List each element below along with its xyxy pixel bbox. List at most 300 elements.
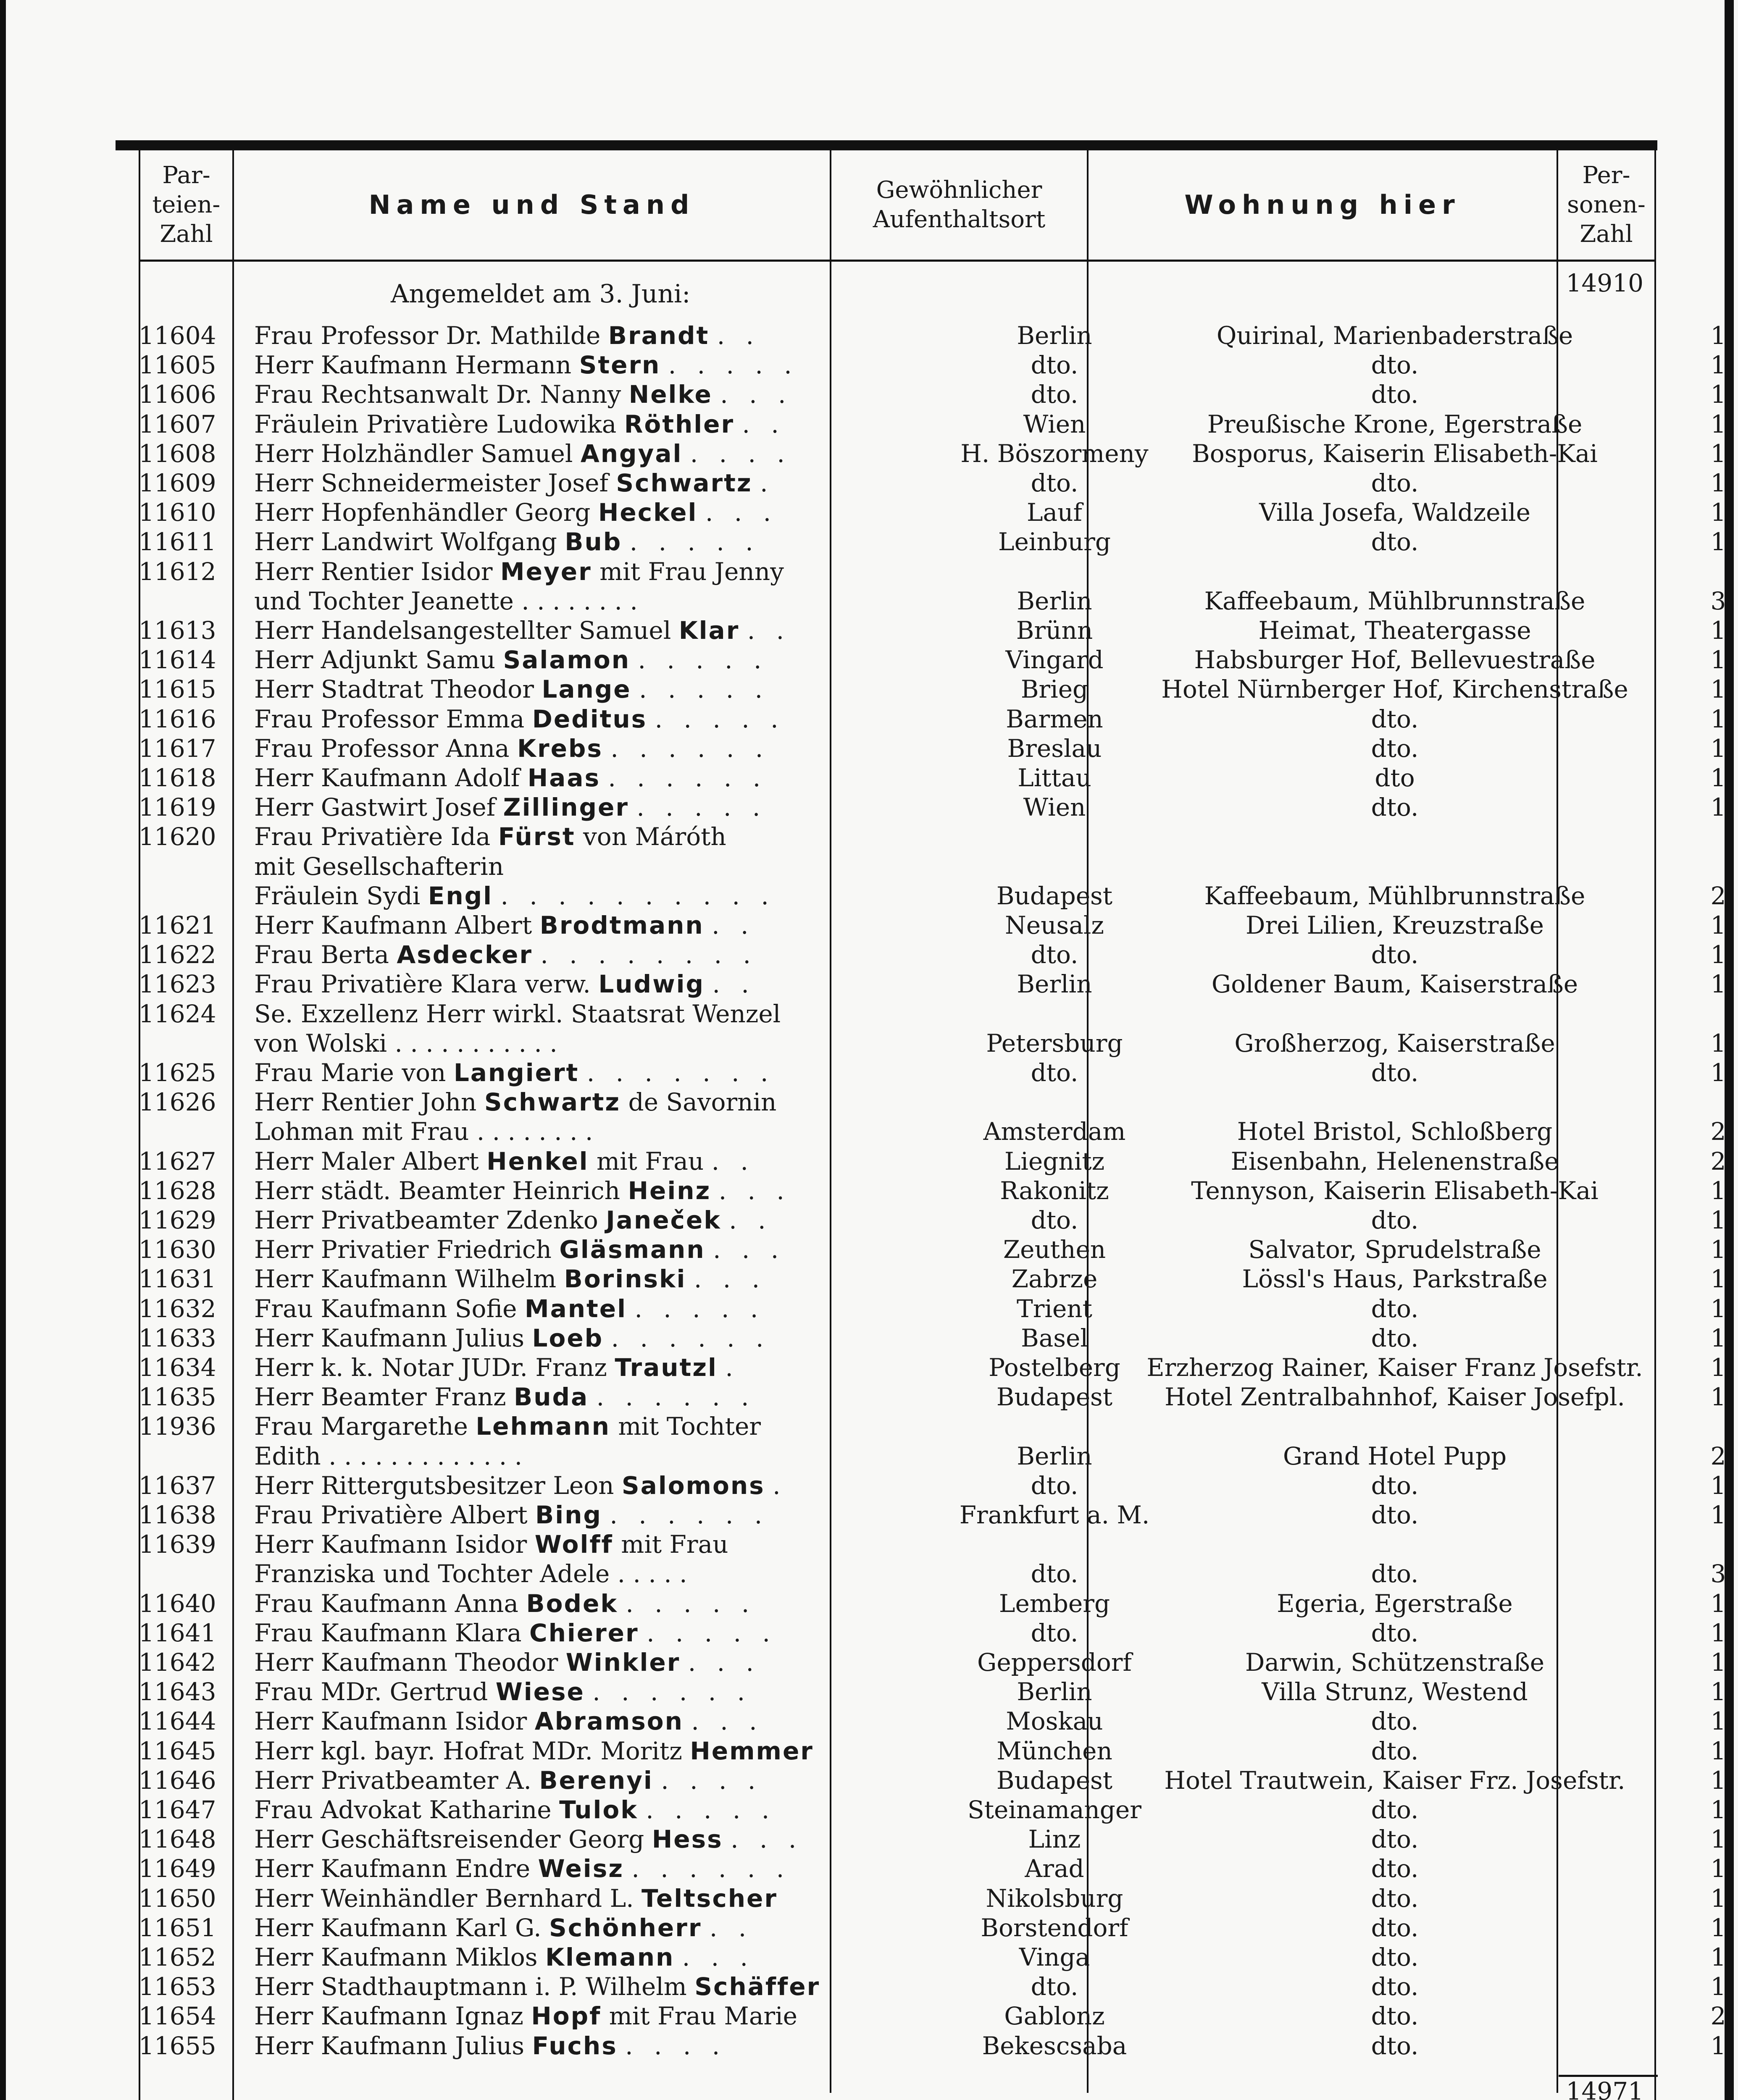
leader-dots: . . . . . . [611, 1323, 770, 1352]
guest-name [254, 2002, 954, 2030]
guest-name [254, 675, 954, 704]
guest-name [254, 646, 954, 674]
usual-residence: Rakonitz [1000, 1176, 1109, 1205]
party-number: 11617 [139, 734, 216, 763]
person-count: 1 [1710, 764, 1726, 792]
lodging-here: Bosporus, Kaiserin Elisabeth-Kai [1192, 439, 1598, 468]
party-number: 11644 [139, 1707, 216, 1736]
party-number: 11614 [139, 646, 216, 675]
person-count: 1 [1710, 1766, 1726, 1795]
guest-surname: Lange [542, 675, 631, 704]
person-count: 1 [1710, 1176, 1726, 1205]
party-number: 11638 [139, 1501, 216, 1529]
usual-residence: Gablonz [1004, 2002, 1105, 2031]
guest-surname: Gläsmann [559, 1235, 705, 1264]
person-count: 1 [1710, 1589, 1726, 1618]
usual-residence: Barmen [1006, 704, 1103, 733]
usual-residence: Moskau [1006, 1707, 1103, 1736]
leader-dots: . . . . . [638, 646, 768, 675]
person-count: 1 [1710, 1323, 1726, 1352]
guest-title: Se. Exzellenz Herr wirkl. Staatsrat Wenzel [254, 999, 781, 1028]
guest-title: Frau Berta [254, 940, 389, 969]
party-number: 11628 [139, 1176, 216, 1205]
leader-dots: . . . . . [655, 704, 785, 733]
lodging-here: Tennyson, Kaiserin Elisabeth-Kai [1191, 1176, 1599, 1205]
usual-residence: Linz [1028, 1825, 1081, 1854]
guest-name [254, 380, 954, 409]
party-number: 11652 [139, 1943, 216, 1971]
guest-title: Frau MDr. Gertrud [254, 1677, 488, 1706]
guest-surname: Brodtmann [539, 911, 704, 940]
guest-title: Frau Rechtsanwalt Dr. Nanny [254, 380, 621, 409]
header-bottom-rule [139, 260, 1655, 262]
party-number: 11645 [139, 1736, 216, 1765]
guest-title: Herr Beamter Franz [254, 1383, 506, 1412]
guest-surname: Janeček [606, 1206, 721, 1234]
usual-residence: Berlin [1017, 1441, 1092, 1470]
lodging-here: Goldener Baum, Kaiserstraße [1211, 970, 1578, 999]
guest-name [254, 1058, 954, 1087]
guest-name [254, 1501, 954, 1529]
party-number: 11620 [139, 822, 216, 851]
guest-title: Frau Kaufmann Klara [254, 1618, 522, 1647]
guest-name [254, 1677, 954, 1706]
lodging-here: Kaffeebaum, Mühlbrunnstraße [1204, 881, 1585, 910]
party-number: 11646 [139, 1766, 216, 1795]
party-number: 11627 [139, 1147, 216, 1176]
guest-title: Herr kgl. bayr. Hofrat MDr. Moritz [254, 1736, 682, 1765]
lodging-here: dto. [1371, 380, 1419, 409]
guest-name-continued: Lohman mit Frau . . . . . . . . [254, 1117, 593, 1146]
person-count: 2 [1710, 1147, 1726, 1176]
person-count: 1 [1710, 940, 1726, 969]
guest-surname: Röthler [624, 410, 735, 438]
usual-residence: Steinamanger [968, 1796, 1141, 1824]
party-number: 11606 [139, 380, 216, 409]
lodging-here: dto. [1371, 1206, 1419, 1234]
person-count: 1 [1710, 616, 1726, 645]
guest-surname: Haas [527, 764, 600, 792]
usual-residence: Breslau [1007, 734, 1102, 763]
guest-surname: Meyer [500, 557, 592, 586]
party-number: 11629 [139, 1206, 216, 1234]
guest-surname: Schwartz [616, 469, 752, 497]
person-count: 2 [1710, 1441, 1726, 1470]
guest-surname: Fuchs [532, 2031, 618, 2060]
leader-dots: . . . . . . [596, 1383, 756, 1412]
usual-residence: Brieg [1020, 675, 1089, 704]
leader-dots: . [725, 1353, 740, 1382]
usual-residence: Basel [1021, 1323, 1088, 1352]
person-count: 1 [1710, 1972, 1726, 2001]
guest-surname: Zillinger [503, 793, 629, 822]
lodging-here: dto. [1371, 1707, 1419, 1736]
person-count: 1 [1710, 1235, 1726, 1264]
person-count: 1 [1710, 410, 1726, 438]
person-count: 1 [1710, 1206, 1726, 1234]
guest-title: Herr Kaufmann Ignaz [254, 2002, 523, 2031]
guest-surname: Wiese [495, 1677, 585, 1706]
usual-residence: dto. [1031, 940, 1078, 969]
lodging-here: Großherzog, Kaiserstraße [1234, 1029, 1555, 1058]
lodging-here: dto. [1371, 2031, 1419, 2060]
guest-surname: Nelke [628, 380, 713, 409]
person-count: 1 [1710, 675, 1726, 704]
guest-name [254, 469, 954, 497]
guest-surname: Salamon [503, 646, 631, 675]
guest-name [254, 1471, 954, 1500]
party-number: 11936 [139, 1412, 216, 1441]
lodging-here: Villa Strunz, Westend [1262, 1677, 1528, 1706]
guest-name [254, 1000, 954, 1028]
guest-name-suffix: mit Tochter [610, 1412, 761, 1441]
guest-surname: Heinz [628, 1176, 711, 1205]
usual-residence: Frankfurt a. M. [959, 1501, 1150, 1529]
guest-title: Herr Kaufmann Adolf [254, 764, 520, 792]
usual-residence: dto. [1031, 1206, 1078, 1234]
usual-residence: Budapest [996, 881, 1113, 910]
lodging-here: dto. [1371, 2002, 1419, 2031]
guest-title: Herr Kaufmann Albert [254, 911, 532, 940]
lodging-here: dto. [1371, 1854, 1419, 1883]
leader-dots: . . . [731, 1825, 803, 1854]
leader-dots: . . . . . . . [586, 1058, 775, 1087]
guest-title: Herr Stadtrat Theodor [254, 675, 534, 704]
guest-title: Herr Weinhändler Bernhard L. [254, 1884, 634, 1913]
party-number: 11633 [139, 1323, 216, 1352]
guest-surname: Hess [652, 1825, 723, 1854]
party-number: 11651 [139, 1913, 216, 1942]
person-count: 1 [1710, 2031, 1726, 2060]
guest-title: Fräulein Sydi [254, 881, 421, 910]
guest-name-suffix: von Máróth [575, 822, 726, 851]
party-number: 11647 [139, 1796, 216, 1824]
person-count: 1 [1710, 911, 1726, 940]
lodging-here: Darwin, Schützenstraße [1245, 1648, 1545, 1677]
party-number: 11619 [139, 793, 216, 822]
leader-dots: . . . [682, 1943, 755, 1971]
person-count: 2 [1710, 881, 1726, 910]
guest-surname: Lehmann [476, 1412, 610, 1441]
leader-dots: . [760, 469, 775, 497]
leader-dots: . . [712, 970, 756, 999]
header-personen-zahl: Per- sonen- Zahl [1567, 161, 1646, 248]
guest-surname: Schönherr [549, 1913, 702, 1942]
person-count: 1 [1710, 1618, 1726, 1647]
person-count: 1 [1710, 793, 1726, 822]
leader-dots: . . . . . . [610, 1501, 769, 1529]
guest-title: Herr Adjunkt Samu [254, 646, 496, 675]
guest-name [254, 1648, 954, 1677]
person-count: 1 [1710, 1058, 1726, 1087]
leader-dots: . . . [691, 1707, 764, 1736]
guest-surname: Loeb [532, 1323, 604, 1352]
guest-name [254, 1943, 954, 1971]
guest-name [254, 822, 954, 851]
leader-dots: . . [729, 1206, 773, 1234]
leader-dots: . . [709, 1913, 753, 1942]
lodging-here: dto. [1371, 1972, 1419, 2001]
usual-residence: Zabrze [1011, 1265, 1098, 1294]
guest-name [254, 1294, 954, 1323]
person-count: 1 [1710, 1854, 1726, 1883]
party-number: 11611 [139, 528, 216, 556]
guest-title: Frau Professor Anna [254, 734, 510, 763]
guest-name [254, 793, 954, 822]
guest-name-continued: von Wolski . . . . . . . . . . . [254, 1029, 557, 1058]
leader-dots: . . . [718, 1176, 791, 1205]
guest-title: Herr Kaufmann Hermann [254, 351, 572, 380]
person-count: 1 [1710, 1825, 1726, 1854]
guest-name [254, 1589, 954, 1618]
guest-name [254, 764, 954, 792]
usual-residence: dto. [1031, 469, 1078, 497]
party-number: 11623 [139, 970, 216, 999]
guest-title: Herr Privatbeamter Zdenko [254, 1206, 598, 1234]
guest-title: Herr Kaufmann Miklos [254, 1943, 538, 1971]
guest-name-continued: Franziska und Tochter Adele . . . . . [254, 1559, 687, 1588]
guest-name [254, 2032, 954, 2060]
person-count: 1 [1710, 321, 1726, 350]
guest-name [254, 1884, 954, 1913]
guest-surname: Henkel [486, 1147, 589, 1176]
guest-name-continued: mit Gesellschafterin [254, 852, 504, 881]
usual-residence: dto. [1031, 380, 1078, 409]
party-number: 11621 [139, 911, 216, 940]
guest-surname: Weisz [538, 1854, 624, 1883]
lodging-here: dto. [1371, 351, 1419, 380]
leader-dots: . . [711, 1147, 755, 1176]
leader-dots: . . . [713, 1235, 786, 1264]
guest-name [254, 705, 954, 733]
party-number: 11639 [139, 1530, 216, 1559]
guest-surname: Stern [579, 351, 661, 380]
guest-surname: Wolff [534, 1530, 613, 1559]
usual-residence: Petersburg [986, 1029, 1123, 1058]
lodging-here: dto. [1371, 734, 1419, 763]
guest-title: Herr Gastwirt Josef [254, 793, 496, 822]
lodging-here: Villa Josefa, Waldzeile [1259, 498, 1530, 527]
guest-name [254, 1796, 954, 1824]
party-number: 11607 [139, 410, 216, 438]
usual-residence: dto. [1031, 1559, 1078, 1588]
lodging-here: Eisenbahn, Helenenstraße [1231, 1147, 1559, 1176]
guest-name [254, 1383, 954, 1411]
party-number: 11634 [139, 1353, 216, 1382]
leader-dots: . . . . . [668, 351, 799, 380]
guest-surname: Winkler [565, 1648, 681, 1677]
guest-name [254, 1353, 954, 1382]
person-count: 1 [1710, 1736, 1726, 1765]
leader-dots: . . . . . [646, 1796, 776, 1824]
guest-surname: Buda [514, 1383, 589, 1412]
guest-name [254, 1206, 954, 1234]
lodging-here: dto. [1371, 1618, 1419, 1647]
guest-name [254, 1147, 954, 1176]
party-number: 11654 [139, 2002, 216, 2031]
guest-surname: Berenyi [539, 1766, 653, 1795]
party-number: 11618 [139, 764, 216, 792]
usual-residence: Leinburg [998, 528, 1111, 556]
party-number: 11616 [139, 704, 216, 733]
guest-title: Herr Kaufmann Wilhelm [254, 1265, 557, 1294]
usual-residence: dto. [1031, 351, 1078, 380]
usual-residence: Trient [1017, 1294, 1092, 1323]
party-number: 11653 [139, 1972, 216, 2001]
person-count: 1 [1710, 1353, 1726, 1382]
leader-dots: . . [747, 616, 791, 645]
party-number: 11604 [139, 321, 216, 350]
usual-residence: Vingard [1005, 646, 1104, 675]
guest-surname: Langiert [453, 1058, 579, 1087]
lodging-here: dto. [1371, 1943, 1419, 1971]
guest-name [254, 882, 954, 910]
party-number: 11655 [139, 2031, 216, 2060]
person-count: 1 [1710, 1943, 1726, 1971]
lodging-here: dto. [1371, 1825, 1419, 1854]
guest-name [254, 1176, 954, 1205]
usual-residence: Bekescsaba [982, 2031, 1127, 2060]
guest-name [254, 1619, 954, 1647]
usual-residence: dto. [1031, 1058, 1078, 1087]
person-count: 1 [1710, 1796, 1726, 1824]
guest-title: Herr Kaufmann Karl G. [254, 1913, 542, 1942]
lodging-here: Hotel Trautwein, Kaiser Frz. Josefstr. [1164, 1766, 1625, 1795]
guest-name [254, 1324, 954, 1352]
party-number: 11610 [139, 498, 216, 527]
party-number: 11605 [139, 351, 216, 380]
usual-residence: Postelberg [989, 1353, 1120, 1382]
header-name-und-stand: Name und Stand [368, 189, 695, 220]
guest-surname: Engl [428, 881, 493, 910]
guest-surname: Fürst [498, 822, 576, 851]
guest-name-suffix: mit Frau [589, 1147, 704, 1176]
lodging-here: dto. [1371, 1796, 1419, 1824]
usual-residence: Arad [1025, 1854, 1084, 1883]
table-top-rule [116, 140, 1657, 150]
party-number: 11648 [139, 1825, 216, 1854]
lodging-here: Erzherzog Rainer, Kaiser Franz Josefstr. [1146, 1353, 1643, 1382]
usual-residence: München [997, 1736, 1112, 1765]
person-count: 3 [1710, 1559, 1726, 1588]
lodging-here: Habsburger Hof, Bellevuestraße [1194, 646, 1596, 675]
person-count: 1 [1710, 1884, 1726, 1913]
usual-residence: Vinga [1019, 1943, 1090, 1971]
guest-surname: Brandt [608, 321, 710, 350]
guest-name [254, 1265, 954, 1293]
lodging-here: dto. [1371, 940, 1419, 969]
party-number: 11643 [139, 1677, 216, 1706]
guest-name [254, 351, 954, 379]
usual-residence: Zeuthen [1003, 1235, 1106, 1264]
person-count: 1 [1710, 498, 1726, 527]
guest-title: Herr Kaufmann Julius [254, 1323, 525, 1352]
guest-name [254, 1914, 954, 1942]
party-number: 11609 [139, 469, 216, 497]
person-count: 1 [1710, 704, 1726, 733]
guest-title: Frau Privatière Klara verw. [254, 970, 591, 999]
guest-surname: Ludwig [598, 970, 705, 999]
guest-surname: Krebs [517, 734, 603, 763]
person-count: 1 [1710, 646, 1726, 675]
guest-name [254, 1412, 954, 1441]
leader-dots: . . . . . . [610, 734, 770, 763]
lodging-here: Heimat, Theatergasse [1258, 616, 1531, 645]
guest-title: Herr Handelsangestellter Samuel [254, 616, 671, 645]
guest-name [254, 970, 954, 998]
leader-dots: . . . . . . [608, 764, 768, 792]
lodging-here: dto. [1371, 1294, 1419, 1323]
usual-residence: Geppersdorf [977, 1648, 1132, 1677]
guest-name [254, 940, 954, 969]
guest-title: Herr Kaufmann Isidor [254, 1707, 527, 1736]
usual-residence: Brünn [1016, 616, 1093, 645]
party-number: 11615 [139, 675, 216, 704]
guest-surname: Asdecker [397, 940, 533, 969]
usual-residence: Budapest [996, 1383, 1113, 1412]
guest-title: Frau Privatière Albert [254, 1501, 528, 1529]
guest-name [254, 557, 954, 586]
guest-title: Herr Kaufmann Julius [254, 2031, 525, 2060]
leader-dots: . . . [688, 1648, 760, 1677]
leader-dots: . . . . . . [592, 1677, 752, 1706]
header-aufenthaltsort: Gewöhnlicher Aufenthaltsort [873, 176, 1046, 233]
party-number: 11632 [139, 1294, 216, 1323]
guest-surname: Deditus [532, 704, 647, 733]
guest-surname: Mantel [524, 1294, 627, 1323]
usual-residence: Berlin [1017, 1677, 1092, 1706]
guest-title: Herr Privatier Friedrich [254, 1235, 552, 1264]
person-count: 1 [1710, 1471, 1726, 1500]
usual-residence: Borstendorf [981, 1913, 1128, 1942]
person-count: 1 [1710, 1707, 1726, 1736]
guest-title: Herr Rentier John [254, 1088, 477, 1117]
party-number: 11642 [139, 1648, 216, 1677]
person-count: 1 [1710, 970, 1726, 999]
guest-name-continued: Edith . . . . . . . . . . . . . [254, 1441, 523, 1470]
person-count: 1 [1710, 734, 1726, 763]
leader-dots: . . . . . [629, 528, 760, 556]
lodging-here: dto. [1371, 1471, 1419, 1500]
usual-residence: Budapest [996, 1766, 1113, 1795]
guest-name [254, 1854, 954, 1883]
lodging-here: Kaffeebaum, Mühlbrunnstraße [1204, 586, 1585, 615]
person-count: 1 [1710, 1029, 1726, 1058]
person-count: 1 [1710, 528, 1726, 556]
leader-dots: . [773, 1471, 787, 1500]
lodging-here: dto. [1371, 1323, 1419, 1352]
lodging-here: dto. [1371, 1884, 1419, 1913]
lodging-here: dto. [1371, 1913, 1419, 1942]
guest-surname: Chierer [529, 1618, 639, 1647]
party-number: 11640 [139, 1589, 216, 1618]
usual-residence: Berlin [1017, 586, 1092, 615]
party-number: 11612 [139, 557, 216, 586]
guest-title: Frau Margarethe [254, 1412, 468, 1441]
guest-title: Herr Kaufmann Endre [254, 1854, 531, 1883]
guest-name-suffix: mit Frau Jenny [592, 557, 784, 586]
guest-title: Herr Stadthauptmann i. P. Wilhelm [254, 1972, 687, 2001]
guest-title: Herr k. k. Notar JUDr. Franz [254, 1353, 607, 1382]
party-number: 11613 [139, 616, 216, 645]
guest-title: Fräulein Privatière Ludowika [254, 410, 617, 438]
final-total: 14971 [1566, 2077, 1643, 2100]
person-count: 1 [1710, 1677, 1726, 1706]
usual-residence: H. Böszormeny [960, 439, 1149, 468]
guest-surname: Klar [678, 616, 740, 645]
party-number: 11631 [139, 1265, 216, 1294]
header-wohnung-hier: Wohnung hier [1184, 189, 1461, 220]
